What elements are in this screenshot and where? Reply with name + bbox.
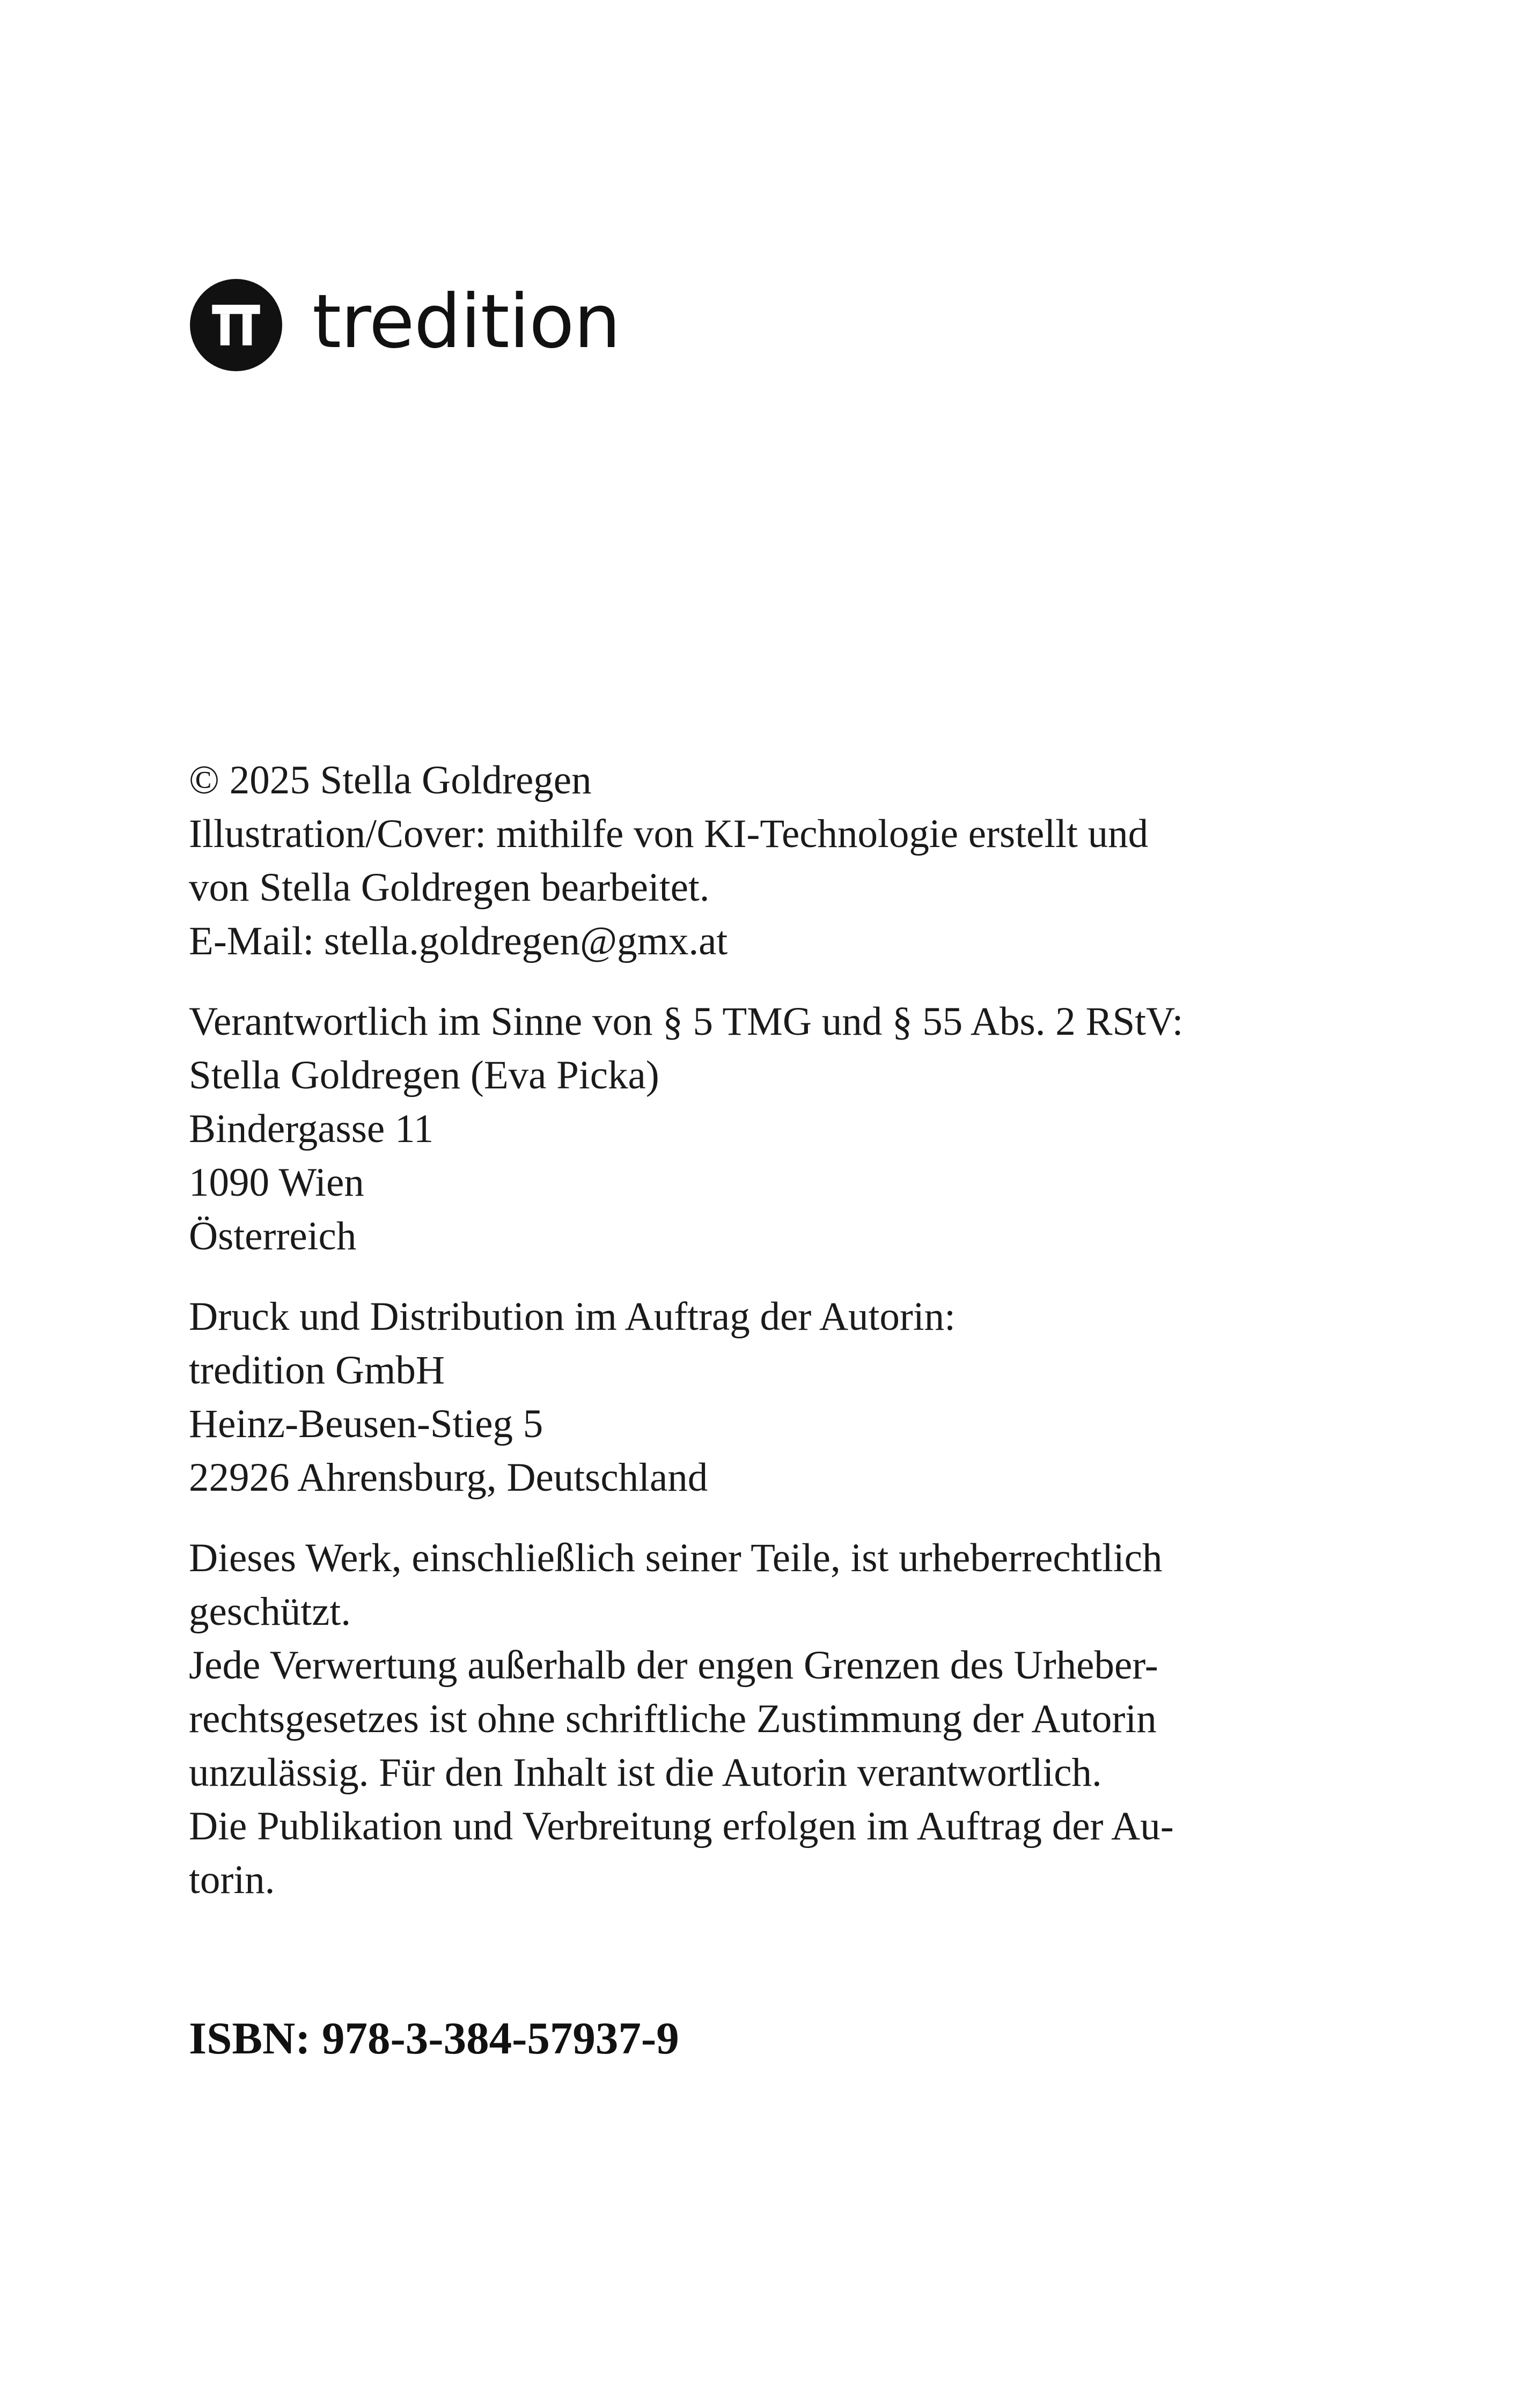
rights-line: Jede Verwertung außerhalb der engen Grenzen des Urheber- — [189, 1643, 1158, 1688]
distribution-city: 22926 Ahrensburg, Deutschland — [189, 1455, 708, 1500]
rights-line: torin. — [189, 1858, 275, 1902]
rights-block — [189, 1531, 1358, 1907]
distribution-heading: Druck und Distribution im Auftrag der Autorin: — [189, 1294, 956, 1339]
rights-line: rechtsgesetzes ist ohne schriftliche Zustimmung der Autorin — [189, 1697, 1157, 1741]
responsible-heading: Verantwortlich im Sinne von § 5 TMG und § 55 Abs. 2 RStV: — [189, 999, 1184, 1044]
illustration-credit-line: von Stella Goldregen bearbeitet. — [189, 865, 710, 910]
responsible-street: Bindergasse 11 — [189, 1107, 434, 1151]
email-line: E-Mail: stella.goldregen@gmx.at — [189, 919, 728, 963]
tredition-logo-icon — [190, 279, 282, 371]
isbn-number: ISBN: 978-3-384-57937-9 — [189, 2013, 679, 2064]
rights-line: Dieses Werk, einschließlich seiner Teile, ist urheberrechtlich — [189, 1536, 1163, 1580]
copyright-line: © 2025 Stella Goldregen — [189, 758, 592, 802]
responsible-city: 1090 Wien — [189, 1160, 364, 1205]
rights-line: geschützt. — [189, 1589, 351, 1634]
distribution-street: Heinz-Beusen-Stieg 5 — [189, 1402, 543, 1446]
copyright-block — [189, 754, 1358, 968]
distribution-block — [189, 1290, 1358, 1505]
logo-wordmark: tredition — [312, 278, 620, 365]
distribution-company: tredition GmbH — [189, 1348, 445, 1393]
responsible-country: Österreich — [189, 1214, 357, 1258]
rights-line: Die Publikation und Verbreitung erfolgen im Auftrag der Au- — [189, 1804, 1174, 1849]
responsible-name: Stella Goldregen (Eva Picka) — [189, 1053, 659, 1098]
responsible-block — [189, 995, 1358, 1263]
publisher-logo — [190, 279, 620, 371]
illustration-credit-line: Illustration/Cover: mithilfe von KI-Technologie erstellt und — [189, 812, 1149, 856]
rights-line: unzulässig. Für den Inhalt ist die Autorin verantwortlich. — [189, 1750, 1102, 1795]
imprint-text — [189, 754, 1358, 1934]
